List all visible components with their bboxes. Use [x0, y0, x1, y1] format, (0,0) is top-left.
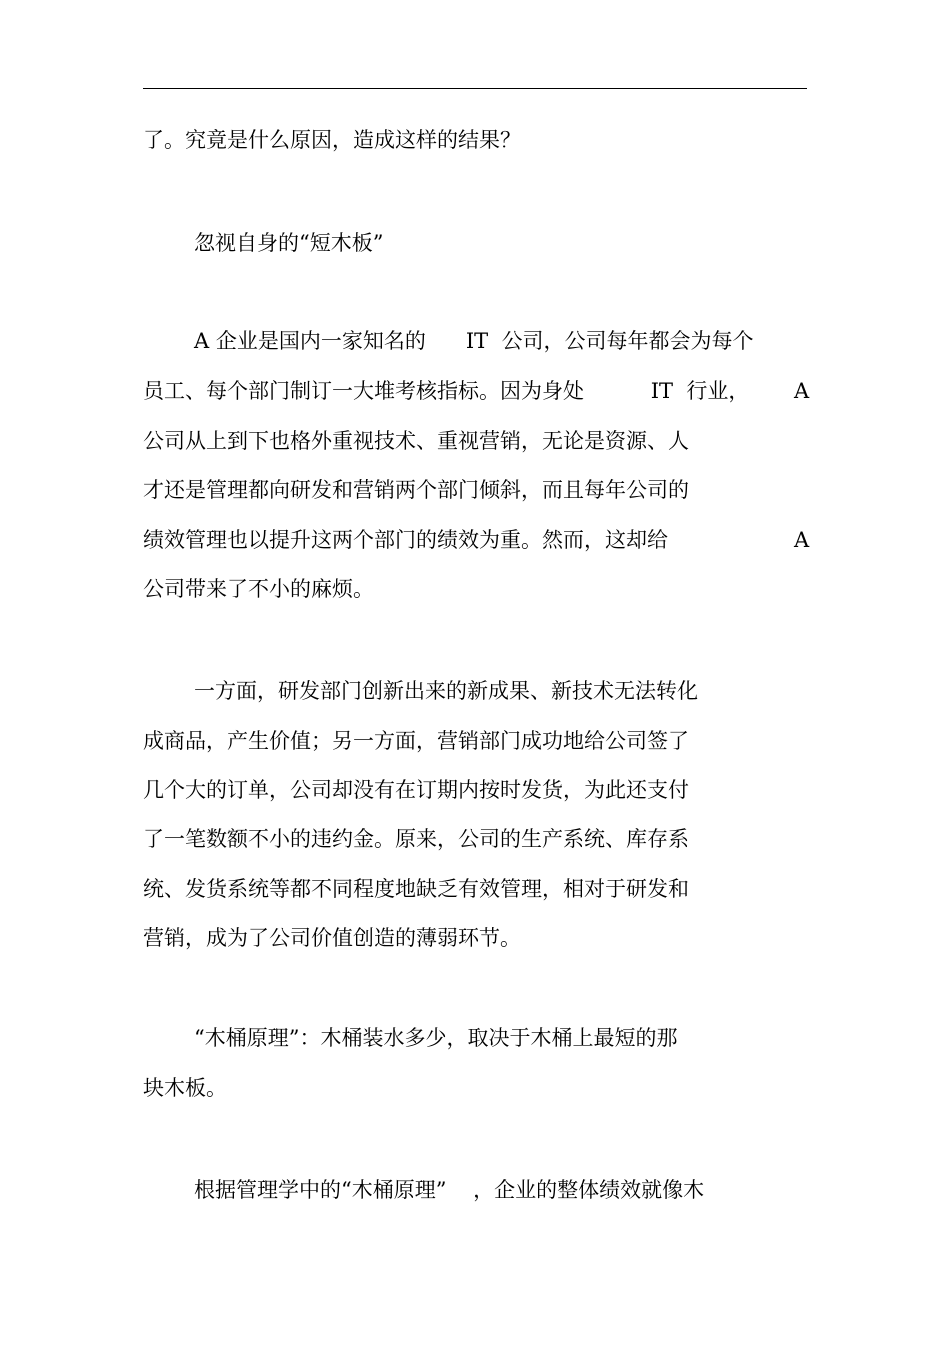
- section-heading: 忽视自身的“短木板”: [194, 231, 384, 255]
- text-line-1: 了。究竟是什么原因，造成这样的结果？: [143, 128, 521, 152]
- paragraph-3-line-2: 块木板。: [143, 1076, 227, 1100]
- paragraph-2-line-5: 统、发货系统等都不同程度地缺乏有效管理，相对于研发和: [143, 877, 689, 901]
- paragraph-3-line-1: “木桶原理”：木桶装水多少，取决于木桶上最短的那: [194, 1026, 678, 1050]
- paragraph-1-line-6: 公司带来了不小的麻烦。: [143, 577, 374, 601]
- paragraph-2-line-4: 了一笔数额不小的违约金。原来，公司的生产系统、库存系: [143, 827, 689, 851]
- paragraph-1-line-3: 公司从上到下也格外重视技术、重视营销，无论是资源、人: [143, 429, 689, 453]
- paragraph-4-line-1: 根据管理学中的“木桶原理” ，企业的整体绩效就像木: [194, 1178, 705, 1202]
- paragraph-2-line-3: 几个大的订单，公司却没有在订期内按时发货，为此还支付: [143, 778, 689, 802]
- header-rule: [143, 88, 807, 89]
- paragraph-1-line-5-end: A: [794, 528, 810, 552]
- paragraph-2-line-1: 一方面，研发部门创新出来的新成果、新技术无法转化: [194, 679, 698, 703]
- paragraph-1-line-2: 员工、每个部门制订一大堆考核指标。因为身处 IT 行业，: [143, 379, 750, 403]
- paragraph-1-line-1: A 企业是国内一家知名的 IT 公司，公司每年都会为每个: [194, 329, 754, 353]
- paragraph-1-line-5: 绩效管理也以提升这两个部门的绩效为重。然而，这却给: [143, 528, 668, 552]
- paragraph-1-line-4: 才还是管理都向研发和营销两个部门倾斜，而且每年公司的: [143, 478, 689, 502]
- paragraph-1-line-2-end: A: [794, 379, 810, 403]
- paragraph-2-line-2: 成商品，产生价值；另一方面，营销部门成功地给公司签了: [143, 729, 689, 753]
- paragraph-2-line-6: 营销，成为了公司价值创造的薄弱环节。: [143, 926, 521, 950]
